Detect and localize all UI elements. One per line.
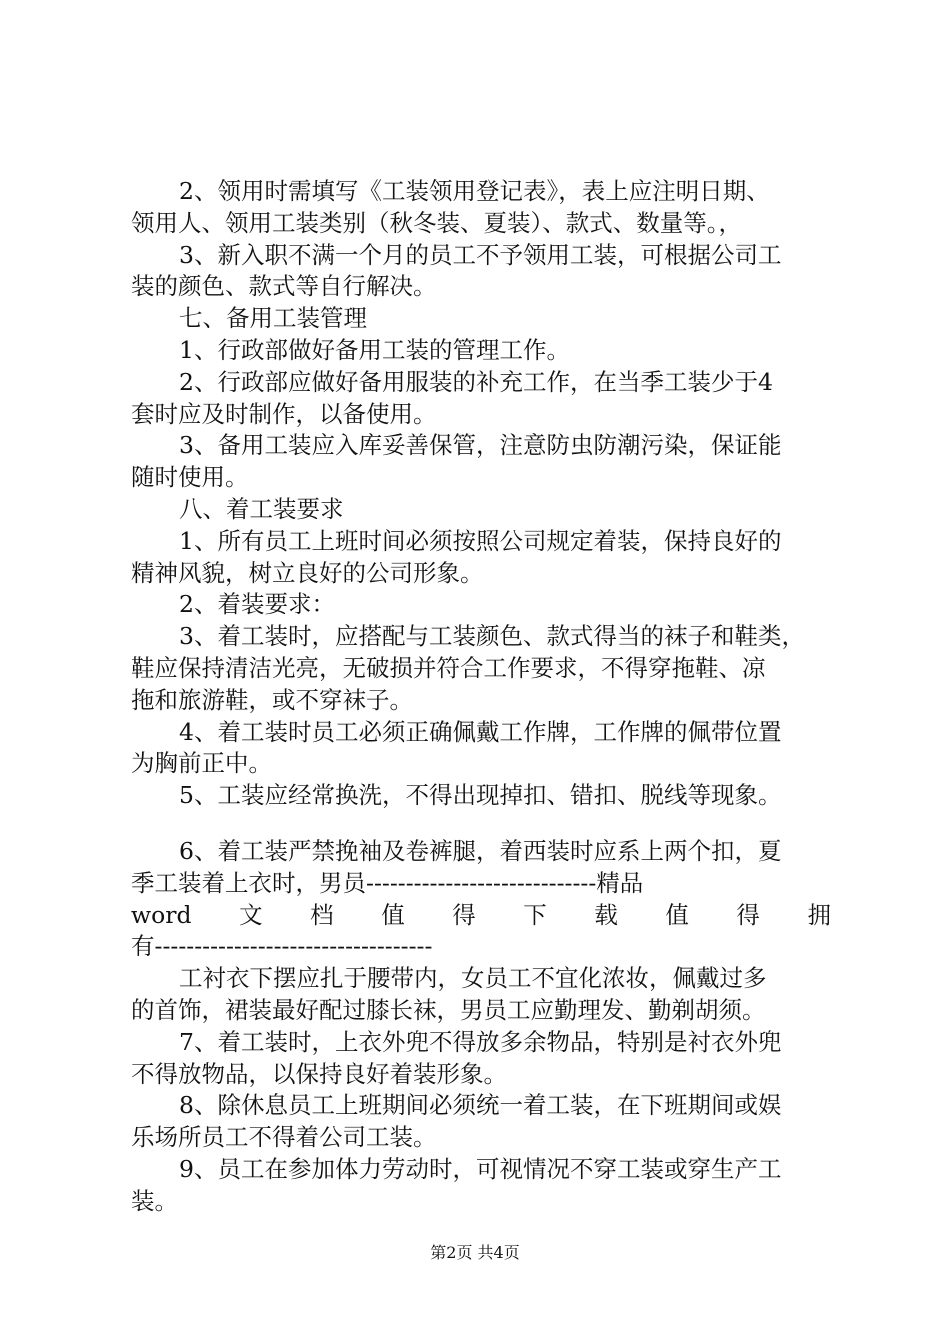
text-line: 装的颜色、款式等自行解决。 — [131, 272, 437, 301]
watermark-word: 值 — [665, 900, 689, 929]
watermark-word: 档 — [310, 900, 334, 929]
watermark-line — [131, 900, 831, 932]
text-line: 精神风貌，树立良好的公司形象。 — [131, 558, 484, 587]
paragraph-gap — [131, 812, 831, 836]
text-line: 不得放物品，以保持良好着装形象。 — [131, 1059, 507, 1088]
watermark-word: word — [131, 900, 192, 929]
watermark-word: 拥 — [807, 900, 831, 929]
text-line: 2、行政部应做好备用服装的补充工作，在当季工装少于4 — [179, 367, 773, 396]
page-footer: 第2页 共4页 — [430, 1243, 520, 1262]
text-line: 2、领用时需填写《工装领用登记表》，表上应注明日期、 — [179, 177, 770, 205]
section-heading: 七、备用工装管理 — [179, 304, 367, 333]
text-line: 1、行政部做好备用工装的管理工作。 — [179, 335, 570, 364]
watermark-word: 得 — [452, 900, 476, 929]
text-line: 季工装着上衣时，男员-----------------------------精品 — [131, 868, 644, 897]
document-body — [131, 176, 831, 1218]
watermark-word: 值 — [381, 900, 405, 929]
text-line: 乐场所员工不得着公司工装。 — [131, 1123, 437, 1152]
text-line: 3、新入职不满一个月的员工不予领用工装，可根据公司工 — [179, 240, 782, 269]
text-line: 鞋应保持清洁光亮，无破损并符合工作要求，不得穿拖鞋、凉 — [131, 653, 766, 682]
text-line: 3、备用工装应入库妥善保管，注意防虫防潮污染，保证能 — [179, 431, 782, 460]
watermark-word: 得 — [736, 900, 760, 929]
text-line: 3、着工装时，应搭配与工装颜色、款式得当的袜子和鞋类， — [179, 622, 805, 651]
text-line: 1、所有员工上班时间必须按照公司规定着装，保持良好的 — [179, 526, 782, 555]
text-line: 4、着工装时员工必须正确佩戴工作牌，工作牌的佩带位置 — [179, 717, 782, 746]
text-line: 拖和旅游鞋，或不穿袜子。 — [131, 685, 413, 714]
text-line: 为胸前正中。 — [131, 749, 272, 778]
text-line: 工衬衣下摆应扎于腰带内，女员工不宜化浓妆，佩戴过多 — [179, 964, 767, 993]
text-line: 套时应及时制作，以备使用。 — [131, 399, 437, 428]
text-line: 领用人、领用工装类别（秋冬装、夏装）、款式、数量等。， — [131, 208, 742, 237]
watermark-line: 有----------------------------------- — [131, 932, 433, 961]
text-line: 装。 — [131, 1186, 178, 1215]
text-line: 随时使用。 — [131, 463, 249, 492]
watermark-word: 载 — [594, 900, 618, 929]
text-line: 6、着工装严禁挽袖及卷裤腿，着西装时应系上两个扣，夏 — [179, 836, 782, 865]
text-line: 9、员工在参加体力劳动时，可视情况不穿工装或穿生产工 — [179, 1154, 782, 1183]
text-line: 8、除休息员工上班期间必须统一着工装，在下班期间或娱 — [179, 1091, 782, 1120]
section-heading: 八、着工装要求 — [179, 494, 344, 523]
watermark-word: 文 — [239, 900, 263, 929]
text-line: 2、着装要求： — [179, 590, 335, 619]
text-line: 的首饰，裙装最好配过膝长袜，男员工应勤理发、勤剃胡须。 — [131, 995, 766, 1024]
text-line: 5、工装应经常换洗，不得出现掉扣、错扣、脱线等现象。 — [179, 781, 782, 810]
watermark-word: 下 — [523, 900, 547, 929]
text-line: 7、着工装时，上衣外兜不得放多余物品，特别是衬衣外兜 — [179, 1027, 782, 1056]
